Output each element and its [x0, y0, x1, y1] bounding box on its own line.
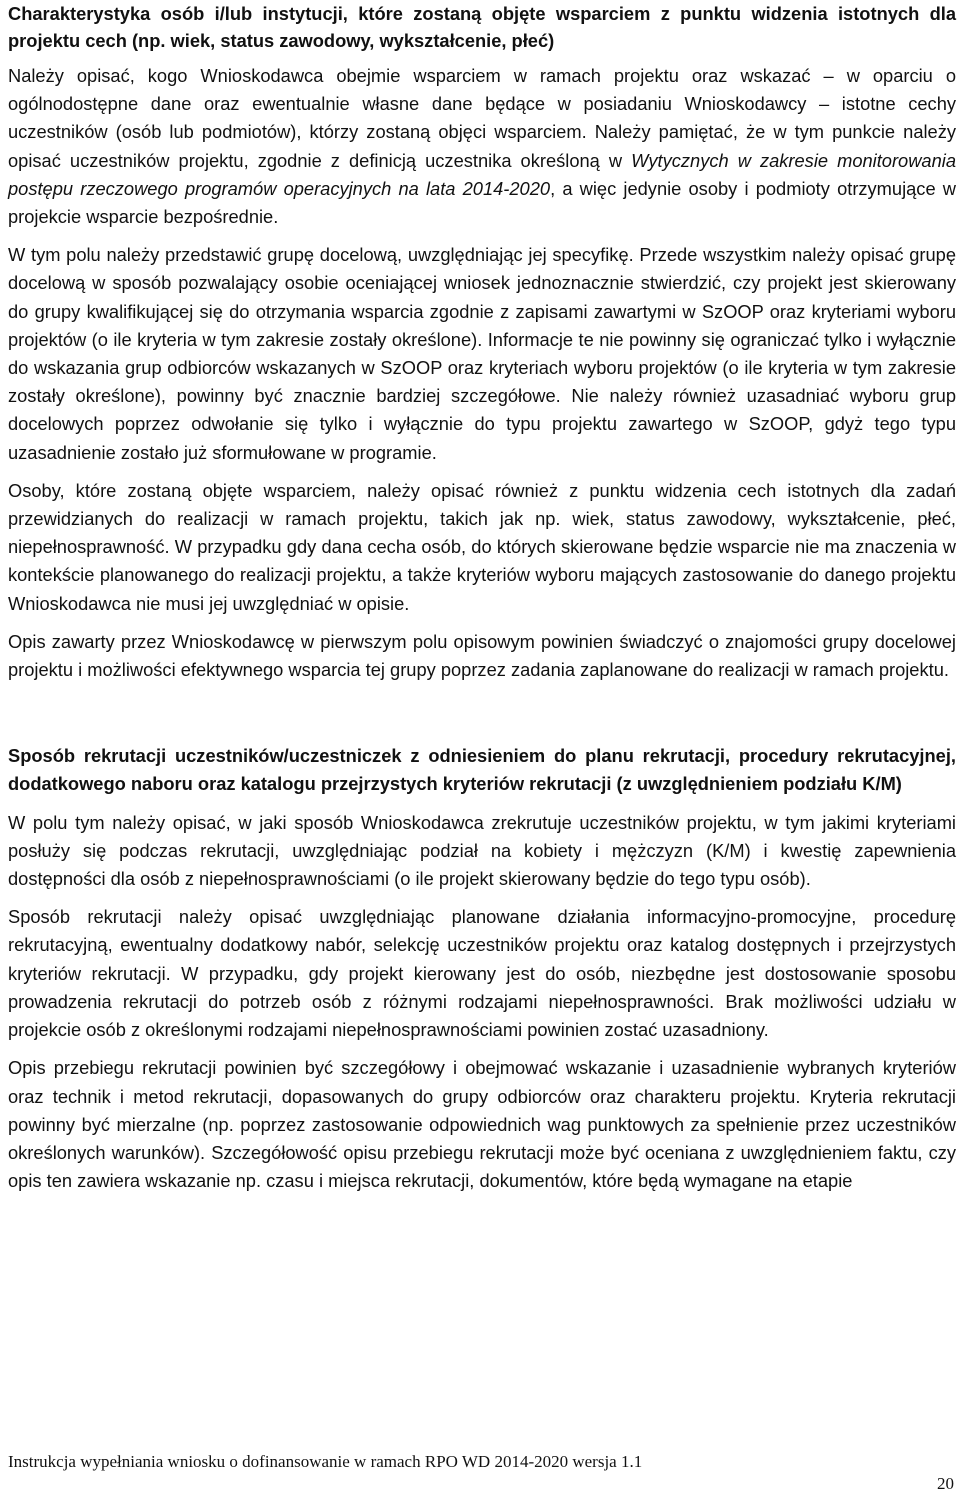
- paragraph: Sposób rekrutacji należy opisać uwzględniając planowane działania informacyjno-promocyjne, procedurę rekrutacyjną, ewentualny dodatkowy nabór, selekcję uczestników projektu oraz katalog dostępnych i przejrzystych kryteriów rekrutacji. W przypadku, gdy projekt kierowany jest do osób, niezbędne jest dostosowanie sposobu prowadzenia rekrutacji do potrzeb osób z różnymi rodzajami niepełnosprawności. Brak możliwości udziału w projekcie osób z określonymi rodzajami niepełnosprawnościami powinien zostać uzasadniony.: [8, 906, 956, 1041]
- paragraph: Opis zawarty przez Wnioskodawcę w pierwszym polu opisowym powinien świadczyć o znajomości grupy docelowej projektu i możliwości efektywnego wsparcia tej grupy poprzez zadania zaplanowane do realizacji w ramach projektu.: [8, 630, 956, 681]
- document-page: [8, 0, 956, 1205]
- section-heading-recruitment: Sposób rekrutacji uczestników/uczestniczek z odniesieniem do planu rekrutacji, procedury rekrutacyjnej, dodatkowego naboru oraz katalogu przejrzystych kryteriów rekrutacji (z uwzględnieniem podziału K/M): [8, 745, 956, 795]
- paragraph-text: , a więc jedynie osoby i podmioty otrzymujące w projekcie wsparcie bezpośrednie.: [8, 177, 956, 228]
- paragraph: Osoby, które zostaną objęte wsparciem, należy opisać również z punktu widzenia cech istotnych dla zadań przewidzianych do realizacji w ramach projektu, takich jak np. wiek, status zawodowy, wykształcenie, płeć, niepełnosprawność. W przypadku gdy dana cecha osób, do których skierowane będzie wsparcie nie ma znaczenia w kontekście planowanego do realizacji projektu, a także kryteriów wyboru mających zastosowanie do danego projektu Wnioskodawca nie musi jej uwzględniać w opisie.: [8, 479, 956, 614]
- page-footer: Instrukcja wypełniania wniosku o dofinansowanie w ramach RPO WD 2014-2020 wersja 1.1: [8, 1452, 643, 1471]
- paragraph: W polu tym należy opisać, w jaki sposób Wnioskodawca zrekrutuje uczestników projektu, w tym jakimi kryteriami posłuży się podczas rekrutacji, uwzględniając podział na kobiety i mężczyzn (K/M) i kwestię zapewnienia dostępności dla osób z niepełnosprawnościami (o ile projekt skierowany będzie do tego typu osób).: [8, 811, 956, 890]
- paragraph: Opis przebiegu rekrutacji powinien być szczegółowy i obejmować wskazanie i uzasadnienie wybranych kryteriów oraz technik i metod rekrutacji, dopasowanych do grupy odbiorców oraz charakteru projektu. Kryteria rekrutacji powinny być mierzalne (np. poprzez zastosowanie odpowiednich wag punktowych za spełnienie przez uczestników określonych warunków). Szczegółowość opisu przebiegu rekrutacji może być oceniana z uwzględnieniem faktu, czy opis ten zawiera wskazanie np. czasu i miejsca rekrutacji, dokumentów, które będą wymagane na etapie: [8, 1057, 956, 1192]
- paragraph: [8, 62, 956, 231]
- page-number: 20: [937, 1474, 954, 1493]
- paragraph-text: Należy opisać, kogo Wnioskodawca obejmie wsparciem w ramach projektu oraz wskazać – w oparciu o ogólnodostępne dane oraz ewentualnie własne dane będące w posiadaniu Wnioskodawcy – istotne cechy uczestników (osób lub podmiotów), którzy zostaną objęci wsparciem. Należy pamiętać, że w tym punkcie należy opisać uczestników projektu, zgodnie z definicją uczestnika określoną w: [8, 65, 956, 171]
- section-heading-characteristics: Charakterystyka osób i/lub instytucji, które zostaną objęte wsparciem z punktu widzenia istotnych dla projektu cech (np. wiek, status zawodowy, wykształcenie, płeć): [8, 3, 956, 51]
- section-gap: [8, 694, 956, 742]
- guidelines-title: Wytycznych w zakresie monitorowania postępu rzeczowego programów operacyjnych na lata 2014-2020: [8, 149, 956, 199]
- paragraph: W tym polu należy przedstawić grupę docelową, uwzględniając jej specyfikę. Przede wszystkim należy opisać grupę docelową w sposób pozwalający osobie oceniającej wniosek jednoznacznie stwierdzić, czy projekt jest skierowany do grupy kwalifikującej się do otrzymania wsparcia zgodnie z zapisami zawartymi w SzOOP oraz kryteriami wyboru projektów (o ile kryteria w tym zakresie zostały określone). Informacje te nie powinny się ograniczać tylko i wyłącznie do wskazania grup odbiorców wskazanych w SzOOP oraz kryteriach wyboru projektów (o ile kryteria w tym zakresie zostały określone), powinny być znacznie bardziej szczegółowe. Nie należy również uzasadniać wyboru grup docelowych poprzez odwołanie się tylko i wyłącznie do typu projektu zawartego w SzOOP, gdyż tego typu uzasadnienie zostało już sformułowane w programie.: [8, 244, 956, 463]
- spacer: [8, 54, 956, 62]
